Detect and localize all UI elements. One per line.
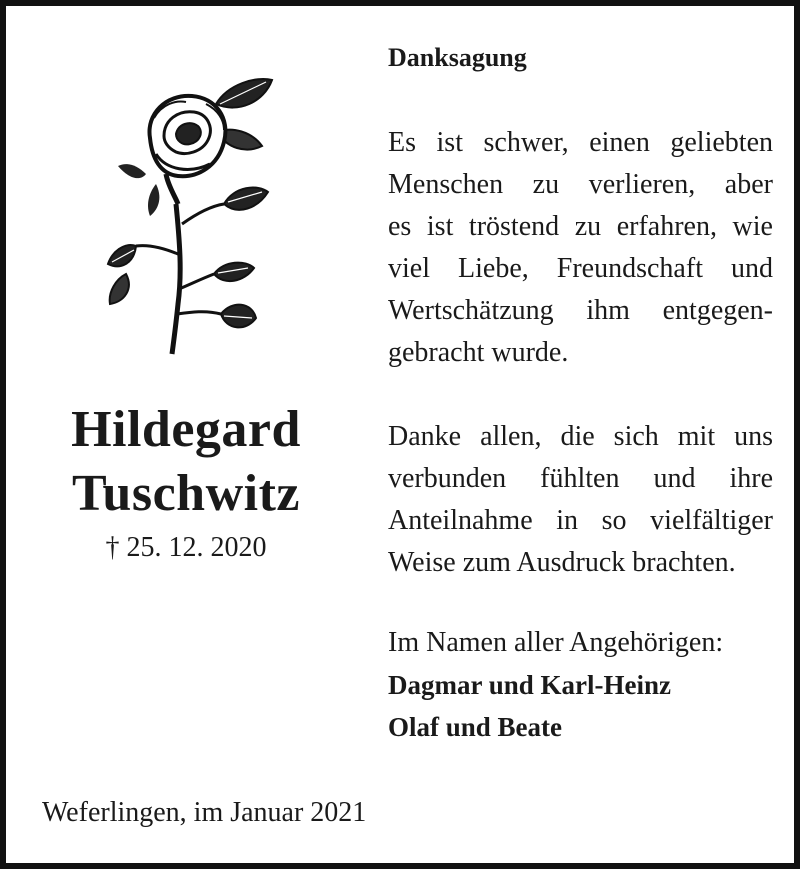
rose-icon (106, 74, 276, 356)
notice-heading: Danksagung (388, 43, 527, 72)
signature-block (388, 622, 723, 748)
signatory: Dagmar und Karl-Heinz (388, 670, 671, 700)
text-line: Wertschätzung ihm entgegen- (388, 295, 773, 326)
text-line: Danke allen, die sich mit uns (388, 421, 773, 452)
death-date: † 25. 12. 2020 (105, 532, 267, 563)
thanks-paragraph-1 (388, 122, 773, 374)
text-line: Anteilnahme in so vielfältiger (388, 505, 773, 536)
text-line: es ist tröstend zu erfahren, wie (388, 211, 773, 242)
text-line: Weise zum Ausdruck brachten. (388, 547, 736, 578)
text-line: Menschen zu verlieren, aber (388, 169, 773, 200)
text-line: gebracht wurde. (388, 337, 569, 368)
signature-intro: Im Namen aller Angehörigen: (388, 627, 724, 658)
text-line: Es ist schwer, einen geliebten (388, 127, 773, 158)
signatory: Olaf und Beate (388, 712, 563, 742)
text-line: verbunden fühlten und ihre (388, 463, 773, 494)
text-line: viel Liebe, Freundschaft und (388, 253, 773, 284)
deceased-last-name: Tuschwitz (72, 465, 300, 522)
deceased-first-name: Hildegard (71, 401, 301, 458)
thanks-paragraph-2 (388, 416, 773, 584)
place-date: Weferlingen, im Januar 2021 (42, 797, 367, 828)
